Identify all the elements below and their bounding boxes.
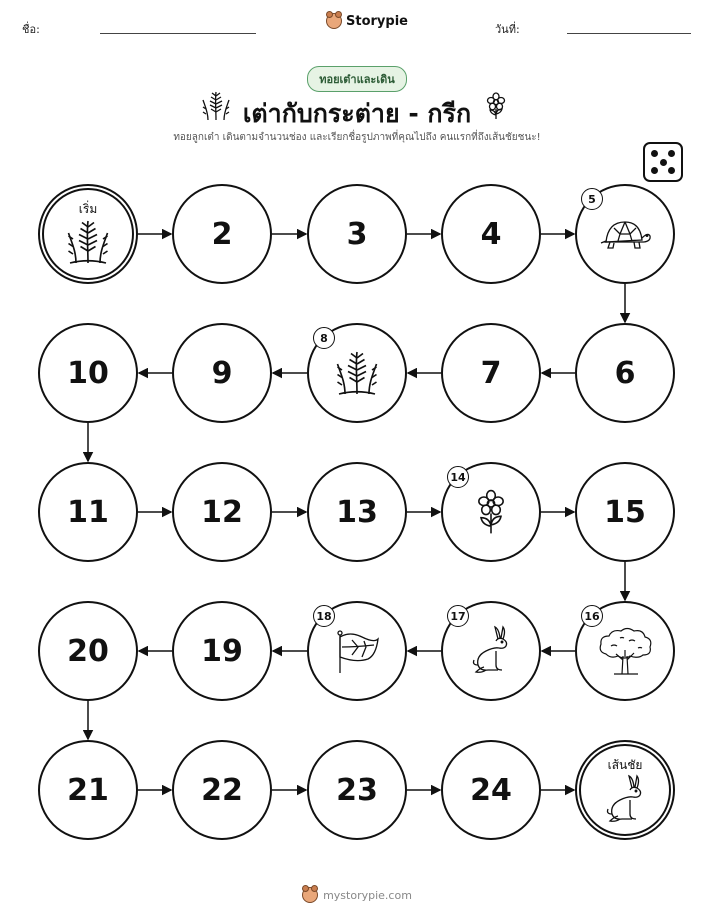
board-square-17[interactable]: [441, 601, 541, 701]
square-number-badge: 8: [313, 327, 335, 349]
square-number: 19: [201, 633, 243, 669]
board-square-18[interactable]: [307, 601, 407, 701]
board-square-3[interactable]: [307, 184, 407, 284]
square-number: 24: [470, 772, 512, 808]
square-number-badge: 17: [447, 605, 469, 627]
square-number: 15: [604, 494, 646, 530]
square-number: 20: [67, 633, 109, 669]
square-number-badge: 14: [447, 466, 469, 488]
board-square-23[interactable]: [307, 740, 407, 840]
square-number: 9: [211, 355, 233, 391]
board-square-19[interactable]: [172, 601, 272, 701]
footer-url[interactable]: mystorypie.com: [323, 888, 412, 902]
square-number: 23: [336, 772, 378, 808]
square-number: 11: [67, 494, 109, 530]
board-square-15[interactable]: [575, 462, 675, 562]
hare-icon: [468, 625, 514, 681]
flag-icon: [332, 627, 382, 679]
board-square-8[interactable]: [307, 323, 407, 423]
game-type-badge: ทอยเต๋าและเดิน: [307, 66, 407, 92]
brand-name: Storypie: [346, 13, 408, 29]
date-label: วันที่:: [495, 23, 520, 36]
page-title: เต่ากับกระต่าย - กรีก: [242, 99, 472, 128]
board-square-5[interactable]: [575, 184, 675, 284]
square-number: 12: [201, 494, 243, 530]
square-number-badge: 18: [313, 605, 335, 627]
square-number-badge: 5: [581, 188, 603, 210]
finish-square[interactable]: [575, 740, 675, 840]
square-number: 6: [614, 355, 636, 391]
square-number: 21: [67, 772, 109, 808]
fern-icon: [38, 218, 138, 270]
board-square-13[interactable]: [307, 462, 407, 562]
board-square-10[interactable]: [38, 323, 138, 423]
flower-icon: [471, 489, 511, 539]
board-square-7[interactable]: [441, 323, 541, 423]
start-label: เริ่ม: [78, 202, 98, 216]
board-square-24[interactable]: [441, 740, 541, 840]
start-square[interactable]: [38, 184, 138, 284]
board-square-12[interactable]: [172, 462, 272, 562]
board-square-11[interactable]: [38, 462, 138, 562]
board-square-14[interactable]: [441, 462, 541, 562]
square-number: 13: [336, 494, 378, 530]
square-number: 2: [211, 216, 233, 252]
name-label: ชื่อ:: [22, 23, 40, 36]
square-number: 4: [480, 216, 502, 252]
fern-icon: [333, 349, 381, 401]
board-square-9[interactable]: [172, 323, 272, 423]
hare-icon: [575, 774, 675, 830]
instructions: ทอยลูกเต๋า เดินตามจำนวนช่อง และเรียกชื่อรูปภาพที่คุณไปถึง คนแรกที่ถึงเส้นชัยชนะ!: [173, 132, 541, 143]
square-number: 10: [67, 355, 109, 391]
square-number: 22: [201, 772, 243, 808]
finish-label: เส้นชัย: [607, 758, 643, 772]
board-square-4[interactable]: [441, 184, 541, 284]
board-square-2[interactable]: [172, 184, 272, 284]
bear-icon: [302, 887, 318, 903]
board-square-6[interactable]: [575, 323, 675, 423]
tree-icon: [596, 626, 654, 680]
board-square-22[interactable]: [172, 740, 272, 840]
square-number-badge: 16: [581, 605, 603, 627]
board-square-21[interactable]: [38, 740, 138, 840]
square-number: 3: [346, 216, 368, 252]
board-square-20[interactable]: [38, 601, 138, 701]
board-square-16[interactable]: [575, 601, 675, 701]
footer: [0, 887, 714, 903]
square-number: 7: [480, 355, 502, 391]
turtle-icon: [598, 214, 652, 258]
